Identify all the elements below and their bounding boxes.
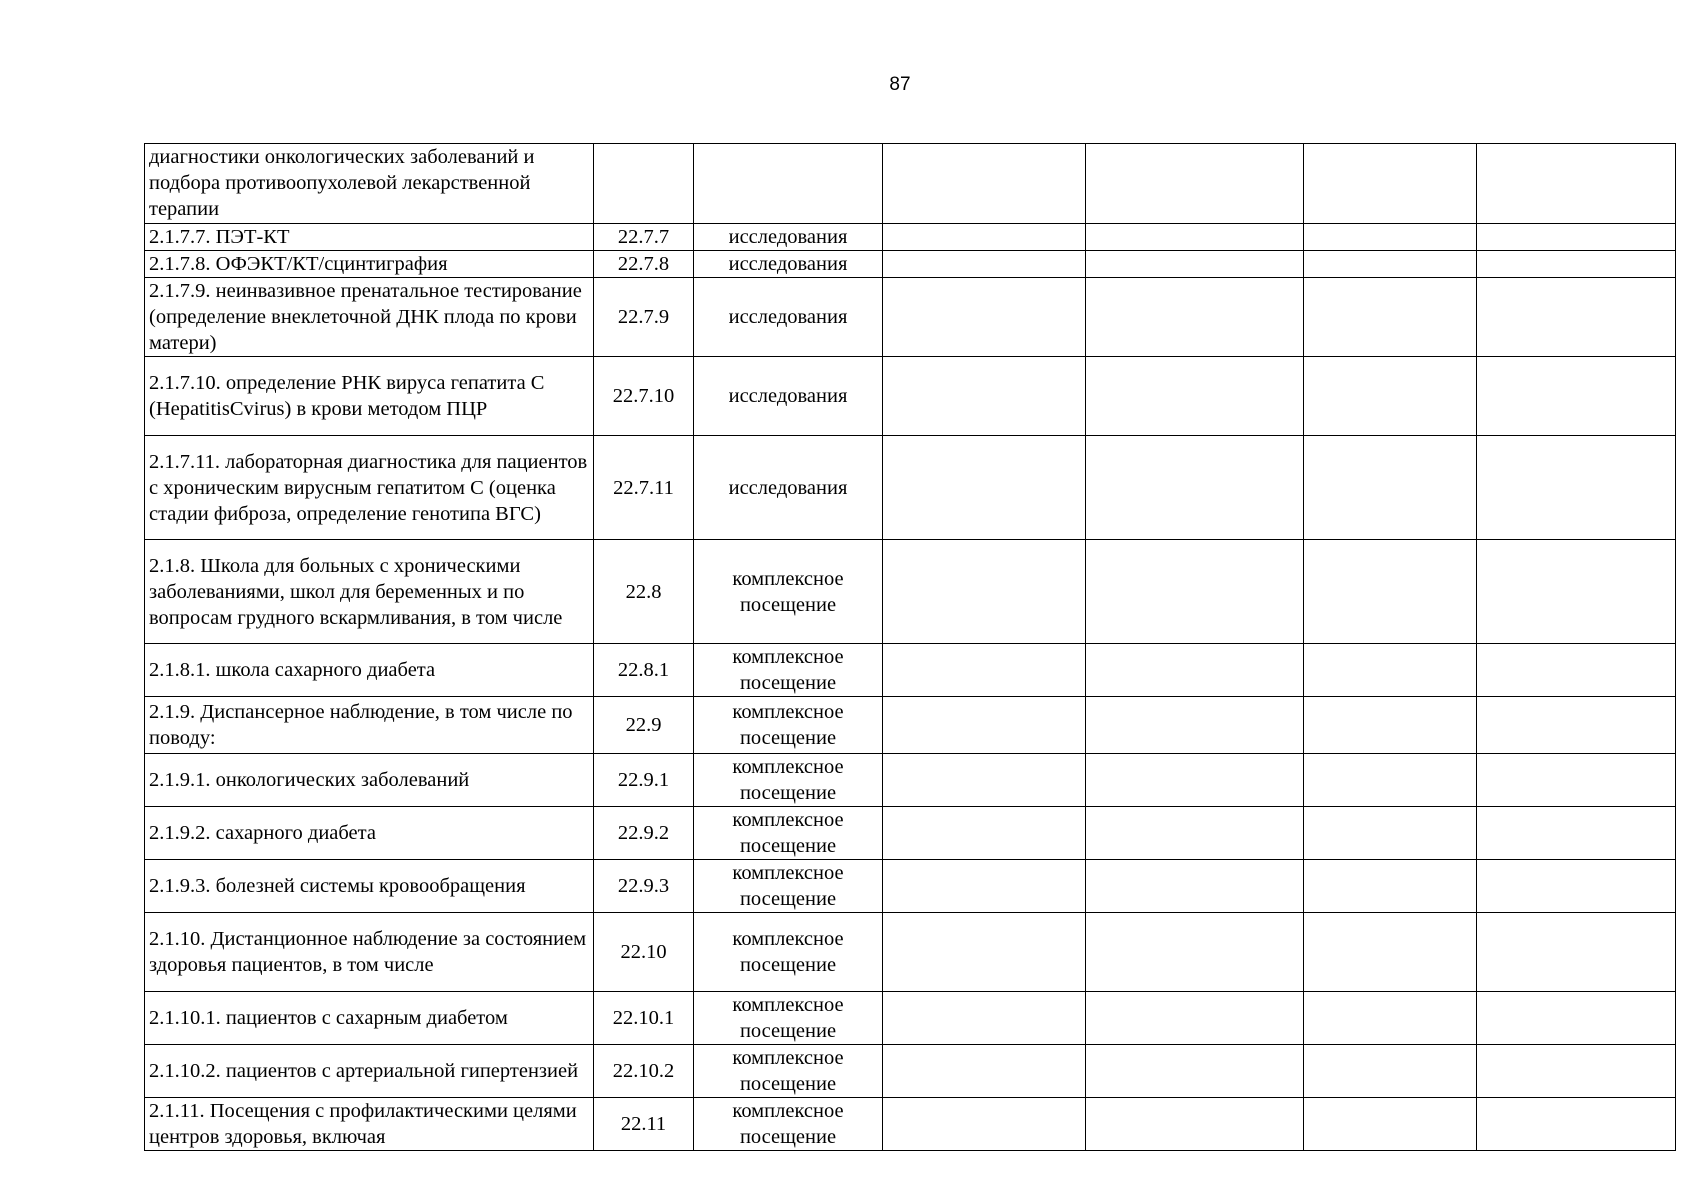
empty-cell xyxy=(883,992,1086,1045)
row-unit-cell: комплексное посещение xyxy=(694,1045,883,1098)
table-row xyxy=(145,807,1676,860)
empty-cell xyxy=(1304,540,1477,644)
empty-cell xyxy=(1304,807,1477,860)
empty-cell xyxy=(1086,1098,1304,1151)
table-row xyxy=(145,436,1676,540)
page-number: 87 xyxy=(889,74,911,95)
row-code-cell: 22.8.1 xyxy=(594,644,694,697)
empty-cell xyxy=(1086,807,1304,860)
row-code-cell: 22.10 xyxy=(594,913,694,992)
empty-cell xyxy=(1304,913,1477,992)
empty-cell xyxy=(883,251,1086,278)
empty-cell xyxy=(1304,436,1477,540)
row-unit-cell: комплексное посещение xyxy=(694,540,883,644)
empty-cell xyxy=(1086,540,1304,644)
row-name-cell: 2.1.7.10. определение РНК вируса гепатита С (HepatitisCvirus) в крови методом ПЦР xyxy=(145,357,594,436)
table-row xyxy=(145,697,1676,754)
row-code-cell xyxy=(594,144,694,224)
empty-cell xyxy=(883,224,1086,251)
empty-cell xyxy=(1477,224,1676,251)
empty-cell xyxy=(1477,697,1676,754)
empty-cell xyxy=(1304,144,1477,224)
table-row xyxy=(145,860,1676,913)
row-code-cell: 22.7.9 xyxy=(594,278,694,357)
empty-cell xyxy=(1477,644,1676,697)
empty-cell xyxy=(1086,754,1304,807)
empty-cell xyxy=(1477,1098,1676,1151)
row-name-cell: 2.1.7.7. ПЭТ-КТ xyxy=(145,224,594,251)
empty-cell xyxy=(1304,697,1477,754)
row-unit-cell: исследования xyxy=(694,251,883,278)
empty-cell xyxy=(883,860,1086,913)
empty-cell xyxy=(883,540,1086,644)
empty-cell xyxy=(1086,278,1304,357)
empty-cell xyxy=(1304,357,1477,436)
empty-cell xyxy=(1477,144,1676,224)
empty-cell xyxy=(1477,807,1676,860)
row-unit-cell: комплексное посещение xyxy=(694,644,883,697)
empty-cell xyxy=(1086,860,1304,913)
row-code-cell: 22.10.1 xyxy=(594,992,694,1045)
empty-cell xyxy=(1086,1045,1304,1098)
row-unit-cell: комплексное посещение xyxy=(694,913,883,992)
table-row xyxy=(145,224,1676,251)
table-row xyxy=(145,1098,1676,1151)
empty-cell xyxy=(1477,540,1676,644)
table-row xyxy=(145,913,1676,992)
row-unit-cell: комплексное посещение xyxy=(694,860,883,913)
row-code-cell: 22.9.2 xyxy=(594,807,694,860)
empty-cell xyxy=(1477,251,1676,278)
empty-cell xyxy=(1304,251,1477,278)
row-name-cell: 2.1.8. Школа для больных с хроническими заболеваниями, школ для беременных и по вопросам грудного вскармливания, в том числе xyxy=(145,540,594,644)
empty-cell xyxy=(883,357,1086,436)
row-name-cell: 2.1.7.11. лабораторная диагностика для пациентов с хроническим вирусным гепатитом С (оценка стадии фиброза, определение генотипа ВГС) xyxy=(145,436,594,540)
row-name-cell: 2.1.9. Диспансерное наблюдение, в том числе по поводу: xyxy=(145,697,594,754)
empty-cell xyxy=(1086,644,1304,697)
empty-cell xyxy=(1304,1045,1477,1098)
empty-cell xyxy=(1477,357,1676,436)
row-name-cell: 2.1.7.8. ОФЭКТ/КТ/сцинтиграфия xyxy=(145,251,594,278)
row-code-cell: 22.7.8 xyxy=(594,251,694,278)
row-unit-cell: исследования xyxy=(694,224,883,251)
row-code-cell: 22.7.7 xyxy=(594,224,694,251)
data-table xyxy=(144,143,1676,1151)
row-unit-cell: исследования xyxy=(694,278,883,357)
empty-cell xyxy=(1304,754,1477,807)
empty-cell xyxy=(1477,436,1676,540)
empty-cell xyxy=(1304,278,1477,357)
row-code-cell: 22.9.3 xyxy=(594,860,694,913)
empty-cell xyxy=(883,144,1086,224)
empty-cell xyxy=(1477,913,1676,992)
empty-cell xyxy=(1086,697,1304,754)
empty-cell xyxy=(1477,278,1676,357)
table-row xyxy=(145,992,1676,1045)
empty-cell xyxy=(1304,860,1477,913)
empty-cell xyxy=(883,697,1086,754)
empty-cell xyxy=(1477,992,1676,1045)
row-code-cell: 22.10.2 xyxy=(594,1045,694,1098)
row-name-cell: 2.1.10.1. пациентов с сахарным диабетом xyxy=(145,992,594,1045)
row-unit-cell: исследования xyxy=(694,357,883,436)
row-name-cell: 2.1.9.3. болезней системы кровообращения xyxy=(145,860,594,913)
row-code-cell: 22.11 xyxy=(594,1098,694,1151)
empty-cell xyxy=(883,436,1086,540)
row-name-cell: 2.1.11. Посещения с профилактическими целями центров здоровья, включая xyxy=(145,1098,594,1151)
row-name-cell: 2.1.8.1. школа сахарного диабета xyxy=(145,644,594,697)
empty-cell xyxy=(1477,754,1676,807)
row-name-cell: 2.1.7.9. неинвазивное пренатальное тестирование (определение внеклеточной ДНК плода по крови матери) xyxy=(145,278,594,357)
table-row xyxy=(145,144,1676,224)
row-unit-cell: комплексное посещение xyxy=(694,1098,883,1151)
row-unit-cell: комплексное посещение xyxy=(694,992,883,1045)
table-row xyxy=(145,754,1676,807)
row-code-cell: 22.7.11 xyxy=(594,436,694,540)
table-row xyxy=(145,540,1676,644)
table-row xyxy=(145,644,1676,697)
row-unit-cell xyxy=(694,144,883,224)
row-name-cell: 2.1.10.2. пациентов с артериальной гипертензией xyxy=(145,1045,594,1098)
empty-cell xyxy=(1304,644,1477,697)
empty-cell xyxy=(1304,992,1477,1045)
empty-cell xyxy=(1086,357,1304,436)
empty-cell xyxy=(883,1098,1086,1151)
row-name-cell: 2.1.9.1. онкологических заболеваний xyxy=(145,754,594,807)
empty-cell xyxy=(1086,913,1304,992)
row-unit-cell: комплексное посещение xyxy=(694,807,883,860)
empty-cell xyxy=(883,807,1086,860)
empty-cell xyxy=(1086,436,1304,540)
empty-cell xyxy=(883,278,1086,357)
row-code-cell: 22.9.1 xyxy=(594,754,694,807)
table-row xyxy=(145,278,1676,357)
row-name-cell: 2.1.9.2. сахарного диабета xyxy=(145,807,594,860)
row-code-cell: 22.8 xyxy=(594,540,694,644)
empty-cell xyxy=(1086,251,1304,278)
empty-cell xyxy=(1304,1098,1477,1151)
row-code-cell: 22.9 xyxy=(594,697,694,754)
row-unit-cell: комплексное посещение xyxy=(694,697,883,754)
row-name-cell: 2.1.10. Дистанционное наблюдение за состоянием здоровья пациентов, в том числе xyxy=(145,913,594,992)
empty-cell xyxy=(1086,224,1304,251)
row-unit-cell: исследования xyxy=(694,436,883,540)
empty-cell xyxy=(883,754,1086,807)
table-row xyxy=(145,357,1676,436)
table-row xyxy=(145,1045,1676,1098)
table-row xyxy=(145,251,1676,278)
empty-cell xyxy=(1477,860,1676,913)
empty-cell xyxy=(1477,1045,1676,1098)
empty-cell xyxy=(883,1045,1086,1098)
row-name-cell: диагностики онкологических заболеваний и подбора противоопухолевой лекарственной терапии xyxy=(145,144,594,224)
empty-cell xyxy=(883,644,1086,697)
empty-cell xyxy=(1086,992,1304,1045)
empty-cell xyxy=(883,913,1086,992)
row-code-cell: 22.7.10 xyxy=(594,357,694,436)
empty-cell xyxy=(1086,144,1304,224)
empty-cell xyxy=(1304,224,1477,251)
row-unit-cell: комплексное посещение xyxy=(694,754,883,807)
